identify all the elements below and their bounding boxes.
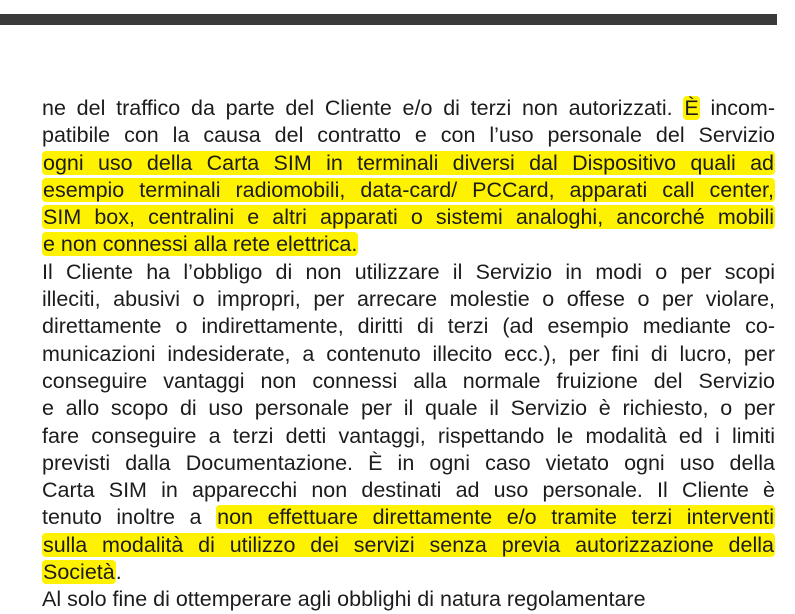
highlighted-text: ogni uso della Carta SIM in terminali diversi dal Dispositivo quali ad	[43, 150, 774, 175]
highlighted-text: e non connessi alla rete elettrica.	[43, 232, 358, 257]
highlighted-text: sulla modalità di utilizzo dei servizi senza previa autorizzazione della	[43, 532, 774, 557]
body-text: Carta SIM in apparecchi non destinati ad uso personale. Il Cliente è	[42, 478, 775, 503]
highlighted-text: SIM box, centralini e altri apparati o sistemi analoghi, ancorché mobili	[43, 205, 774, 230]
body-text: conseguire vantaggi non connessi alla normale fruizione del Servizio	[42, 368, 775, 393]
text-line	[42, 395, 775, 422]
text-line	[42, 259, 775, 286]
body-text: illeciti, abusivi o impropri, per arrecare molestie o offese o per violare,	[42, 287, 775, 312]
body-text: patibile con la causa del contratto e con l’uso personale del Servizio	[42, 123, 775, 148]
highlighted-text: non effettuare direttamente e/o tramite terzi interventi	[217, 505, 775, 530]
body-text: Al solo fine di ottemperare agli obblighi di natura regolamentare	[42, 587, 646, 612]
highlighted-text: È	[684, 96, 699, 120]
body-text: municazioni indesiderate, a contenuto illecito ecc.), per fini di lucro, per	[42, 341, 775, 366]
text-line	[42, 95, 775, 122]
body-text: .	[115, 560, 122, 585]
text-line	[42, 586, 775, 612]
text-line	[42, 150, 775, 177]
body-text: Il Cliente ha l’obbligo di non utilizzare il Servizio in modi o per scopi	[42, 259, 775, 284]
highlighted-text: Società	[43, 560, 115, 585]
page-header-bar	[0, 14, 777, 25]
body-text: tenuto inoltre a	[42, 505, 217, 530]
body-text: e allo scopo di uso personale per il quale il Servizio è richiesto, o per	[42, 396, 775, 421]
text-line	[42, 231, 775, 258]
text-line	[42, 477, 775, 504]
text-line	[42, 286, 775, 313]
text-line	[42, 313, 775, 340]
text-line	[42, 177, 775, 204]
text-line	[42, 122, 775, 149]
text-line	[42, 341, 775, 368]
text-line	[42, 368, 775, 395]
body-text: previsti dalla Documentazione. È in ogni caso vietato ogni uso della	[42, 450, 775, 475]
contract-text	[42, 95, 775, 612]
body-text: ne del traffico da parte del Cliente e/o di terzi non autorizzati.	[42, 96, 684, 120]
body-text: direttamente o indirettamente, diritti di terzi (ad esempio mediante co-	[42, 314, 775, 339]
body-text: fare conseguire a terzi detti vantaggi, rispettando le modalità ed i limiti	[42, 423, 775, 448]
text-line	[42, 559, 775, 586]
highlighted-text: esempio terminali radiomobili, data-card/ PCCard, apparati call center,	[43, 177, 774, 202]
body-text: incom-	[699, 96, 775, 120]
text-line	[42, 504, 775, 531]
text-line	[42, 423, 775, 450]
text-line	[42, 204, 775, 231]
text-line	[42, 450, 775, 477]
text-line	[42, 532, 775, 559]
